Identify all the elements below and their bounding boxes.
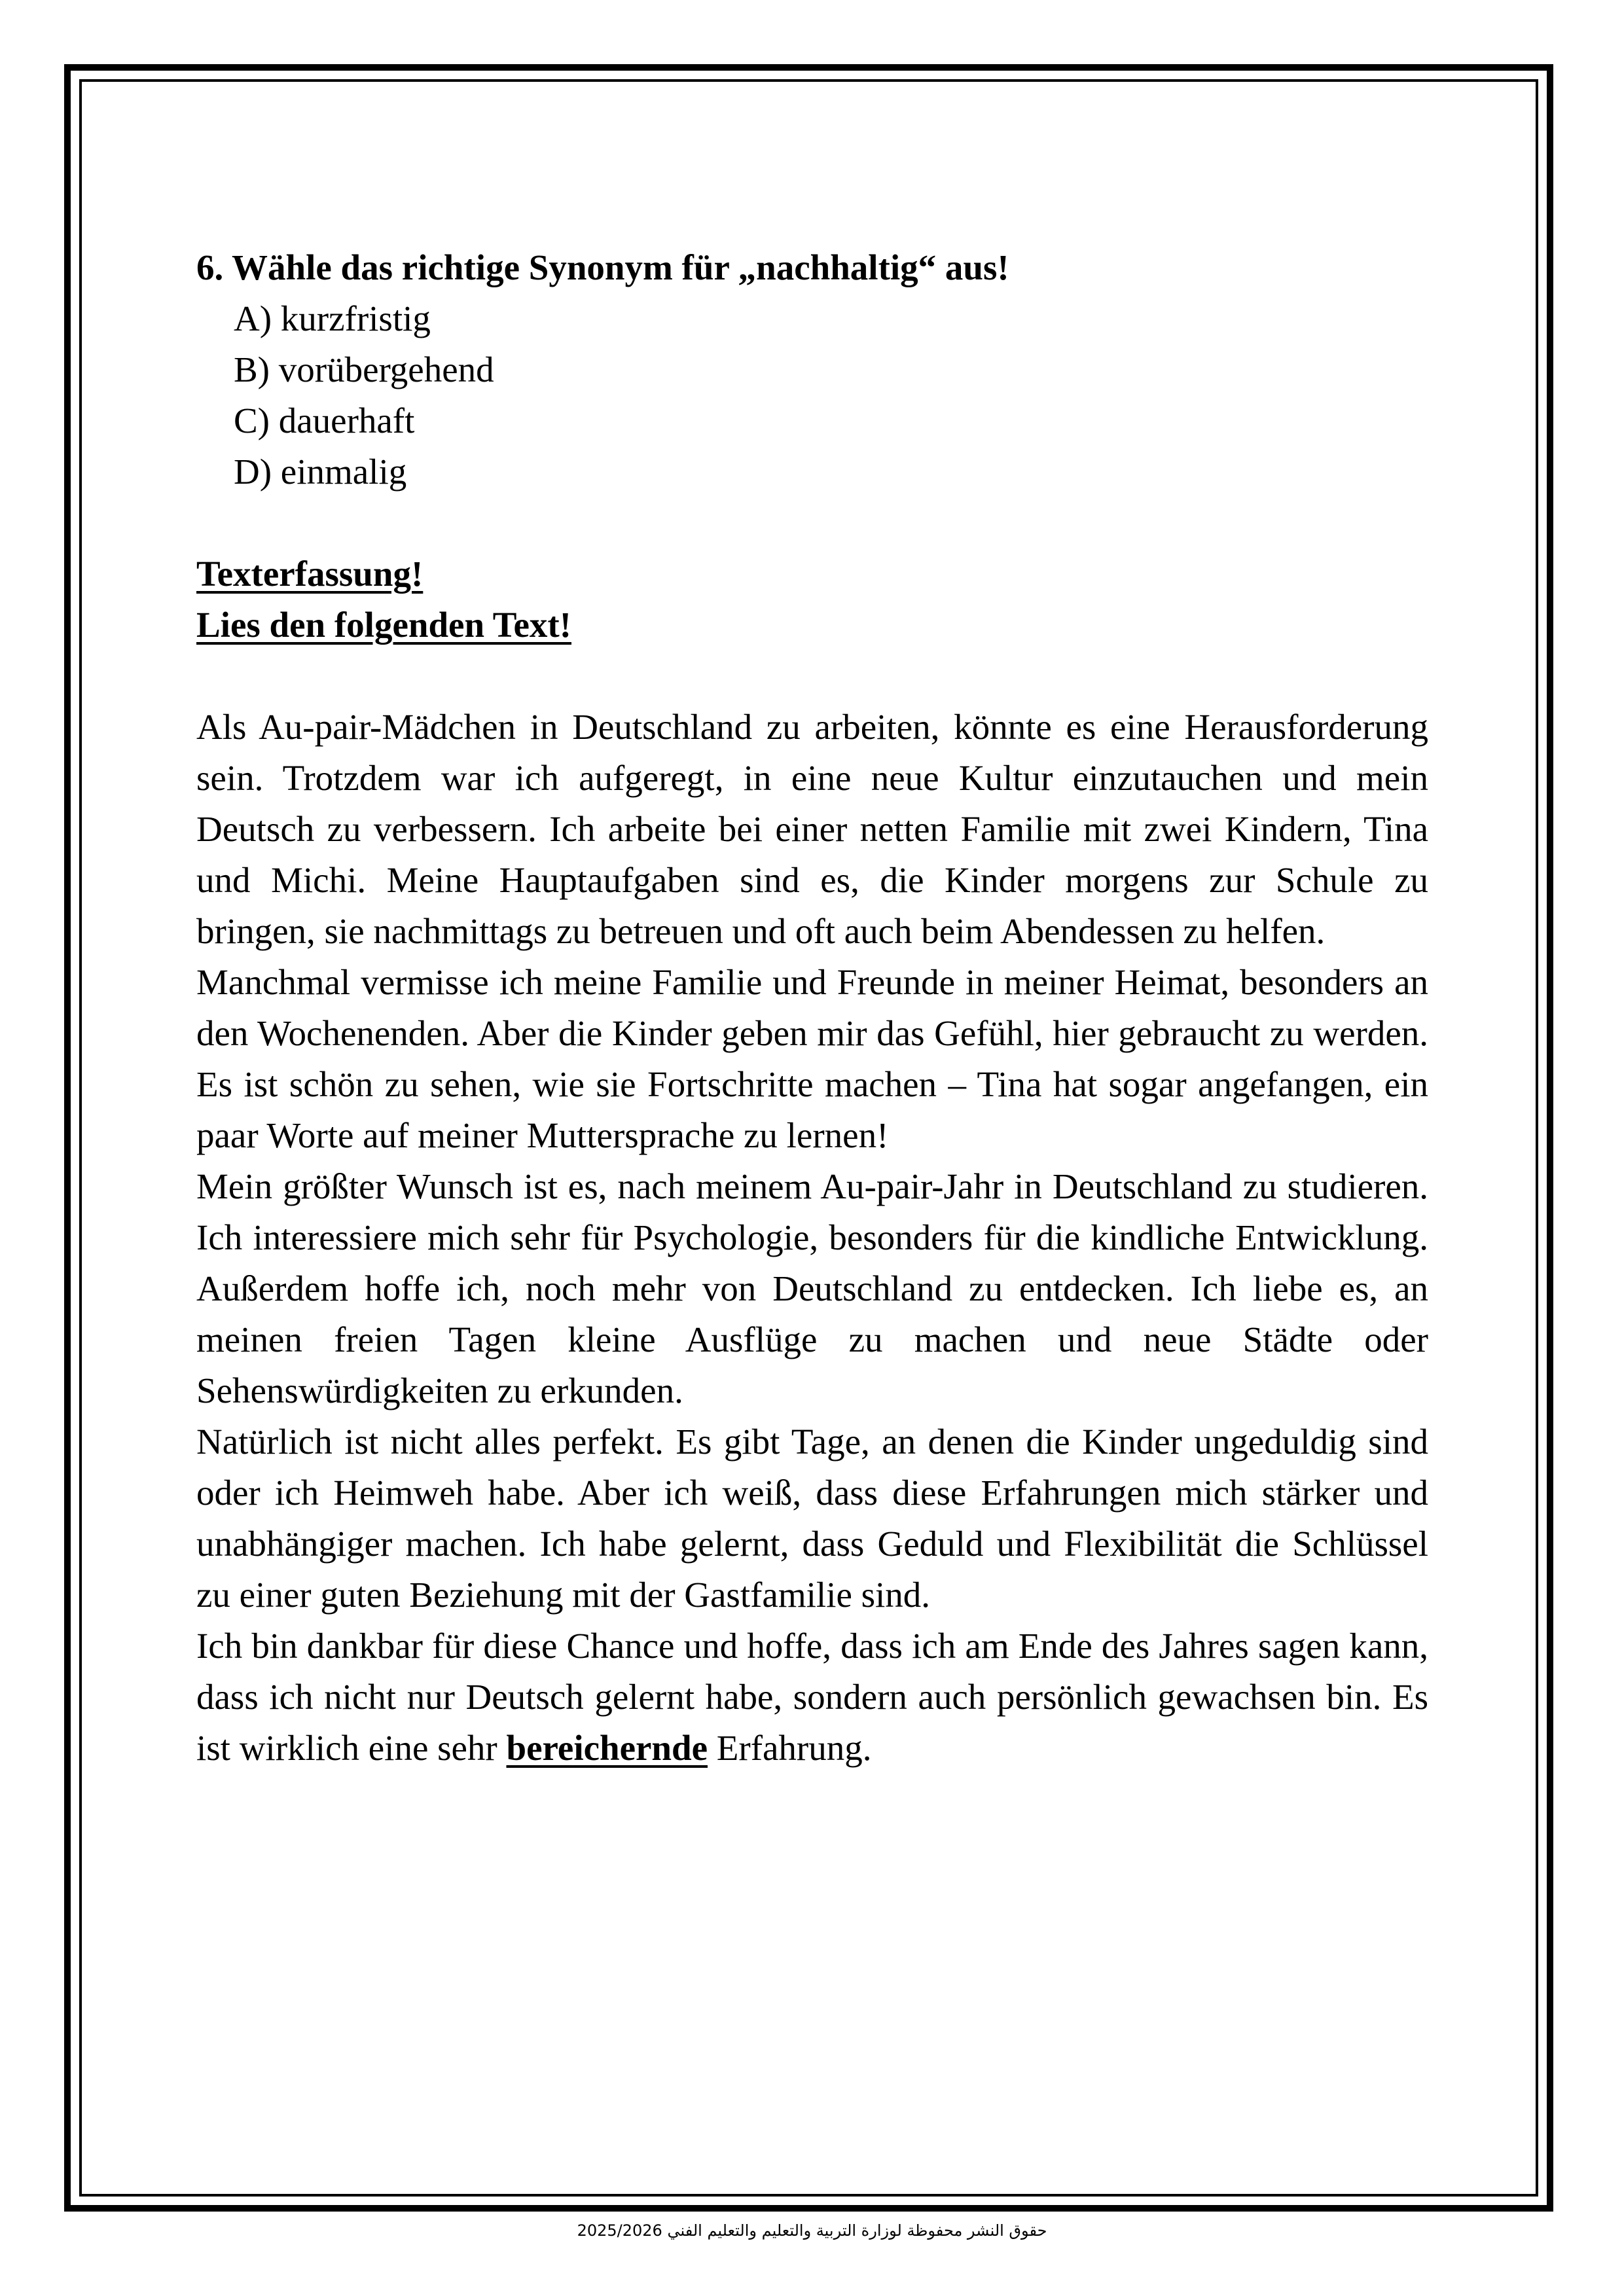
option-d: D) einmalig (234, 452, 407, 492)
paragraph-1: Als Au-pair-Mädchen in Deutschland zu arbeiten, könnte es eine Herausforderung sein. Trotzdem war ich aufgeregt, in eine neue Kultur einzutauchen und mein Deutsch zu verbessern. Ich arbeite bei einer netten Familie mit zwei Kindern, Tina und Michi. Meine Hauptaufgaben sind es, die Kinder morgens zur Schule zu bringen, sie nachmittags zu betreuen und oft auch beim Abendessen zu helfen. (196, 707, 1428, 951)
paragraph-4: Natürlich ist nicht alles perfekt. Es gibt Tage, an denen die Kinder ungeduldig sind oder ich Heimweh habe. Aber ich weiß, dass diese Erfahrungen mich stärker und unabhängiger machen. Ich habe gelernt, dass Geduld und Flexibilität die Schlüssel zu einer guten Beziehung mit der Gastfamilie sind. (196, 1422, 1428, 1615)
question-title: 6. Wähle das richtige Synonym für „nachhaltig“ aus! (196, 247, 1009, 287)
section-headings (196, 548, 1428, 651)
reading-text (196, 702, 1428, 1774)
emphasized-word: bereichernde (506, 1728, 708, 1768)
paragraph-2: Manchmal vermisse ich meine Familie und Freunde in meiner Heimat, besonders an den Wochenenden. Aber die Kinder geben mir das Gefühl, hier gebraucht zu werden. Es ist schön zu sehen, wie sie Fortschritte machen – Tina hat sogar angefangen, ein paar Worte auf meiner Muttersprache zu lernen! (196, 962, 1428, 1155)
option-b: B) vorübergehend (234, 350, 494, 389)
answer-options (196, 293, 1428, 497)
paragraph-5 (196, 1621, 1428, 1774)
paragraph-5-start: Ich bin dankbar für diese Chance und hoffe, dass ich am Ende des Jahres sagen kann, dass ich nicht nur Deutsch gelernt habe, sondern auch persönlich gewachsen bin. Es ist wirklich eine sehr (196, 1626, 1428, 1768)
copyright-footer: حقوق النشر محفوظة لوزارة التربية والتعليم والتعليم الفني 2025/2026 (577, 2221, 1047, 2240)
option-a: A) kurzfristig (234, 298, 431, 338)
section-heading-texterfassung: Texterfassung! (196, 554, 424, 594)
section-heading-instruction: Lies den folgenden Text! (196, 605, 571, 645)
paragraph-5-end: Erfahrung. (708, 1728, 872, 1768)
page-content (196, 242, 1428, 1774)
paragraph-3: Mein größter Wunsch ist es, nach meinem Au-pair-Jahr in Deutschland zu studieren. Ich interessiere mich sehr für Psychologie, besonders für die kindliche Entwicklung. Außerdem hoffe ich, noch mehr von Deutschland zu entdecken. Ich liebe es, an meinen freien Tagen kleine Ausflüge zu machen und neue Städte oder Sehenswürdigkeiten zu erkunden. (196, 1166, 1428, 1410)
option-c: C) dauerhaft (234, 401, 415, 440)
